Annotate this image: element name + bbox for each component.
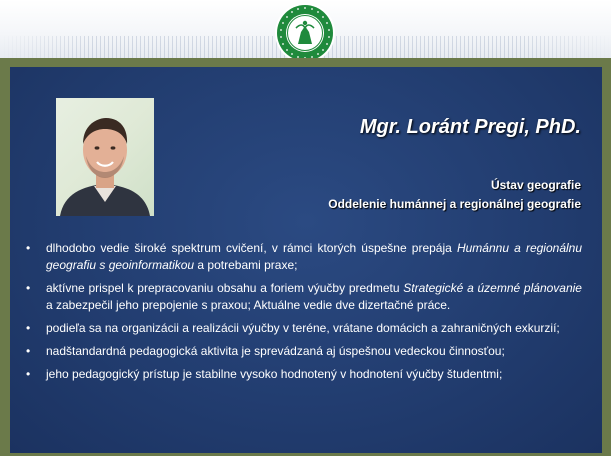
university-seal-icon [274,2,336,64]
department-name: Oddelenie humánnej a regionálnej geografie [328,197,581,211]
achievement-list [26,240,582,389]
affiliation [328,176,581,214]
list-item: • aktívne prispel k prepracovaniu obsahu a foriem výučby predmetu Strategické a územné plánovanie a zabezpečil jeho prepojenie s praxou; Aktuálne vedie dve dizertačné práce. [26,280,582,314]
list-item: • dlhodobo vedie široké spektrum cvičení, v rámci ktorých úspešne prepája Humánnu a regionálnu geografiu s geoinformatikou a potrebami praxe; [26,240,582,274]
list-item: • podieľa sa na organizácii a realizácii výučby v teréne, vrátane domácich a zahraničných exkurzií; [26,320,582,337]
list-item: • jeho pedagogický prístup je stabilne vysoko hodnotený v hodnotení výučby študentmi; [26,366,582,383]
institute-name: Ústav geografie [490,178,581,192]
list-item: • nadštandardná pedagogická aktivita je sprevádzaná aj úspešnou vedeckou činnosťou; [26,343,582,360]
person-name: Mgr. Loránt Pregi, PhD. [359,116,581,138]
portrait-photo [56,98,154,216]
